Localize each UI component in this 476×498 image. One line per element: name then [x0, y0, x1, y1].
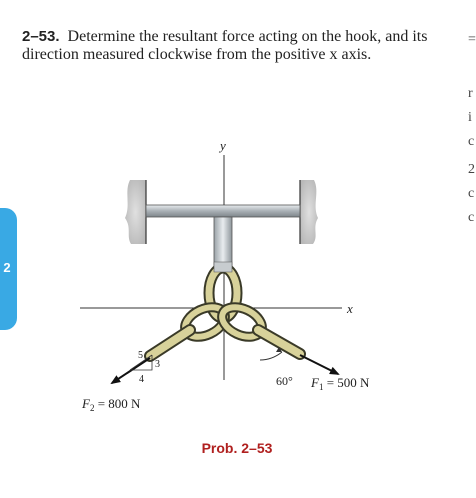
- f2-label: [81, 396, 141, 413]
- right-wall-support: [300, 180, 318, 244]
- y-axis-label: y: [220, 138, 226, 153]
- figure-caption: Prob. 2–53: [201, 440, 273, 456]
- f1-label: [310, 375, 370, 392]
- f2-arrow: [112, 358, 150, 383]
- f1-arrow: [300, 355, 338, 374]
- triangle-vert-label: 3: [155, 359, 160, 370]
- cropped-char: c: [468, 210, 475, 225]
- problem-number: 2–53.: [22, 28, 60, 45]
- problem-text: Determine the resultant force acting on the hook, and its direction measured clockwise from the positive x axis.: [22, 28, 428, 63]
- f2-symbol: F: [82, 396, 90, 411]
- f2-value: = 800 N: [94, 396, 141, 411]
- f2-subscript: 2: [89, 403, 95, 413]
- cropped-char: c: [468, 134, 475, 149]
- angle-label: 60°: [276, 374, 293, 388]
- f1-value: = 500 N: [323, 375, 370, 390]
- x-axis-label: x: [347, 301, 353, 316]
- f1-subscript: 1: [318, 382, 324, 392]
- cropped-char: c: [468, 186, 475, 201]
- triangle-hyp-label: 5: [138, 350, 143, 361]
- triangle-horiz-label: 4: [139, 374, 144, 385]
- f1-symbol: F: [311, 375, 319, 390]
- cropped-char: i: [468, 110, 472, 125]
- cropped-char: r: [468, 86, 473, 101]
- cropped-char: =: [468, 32, 476, 47]
- left-wall-support: [125, 180, 146, 244]
- chapter-tab-label: 2: [3, 260, 11, 275]
- chain-links: [150, 262, 300, 356]
- cropped-char: 2: [468, 162, 475, 177]
